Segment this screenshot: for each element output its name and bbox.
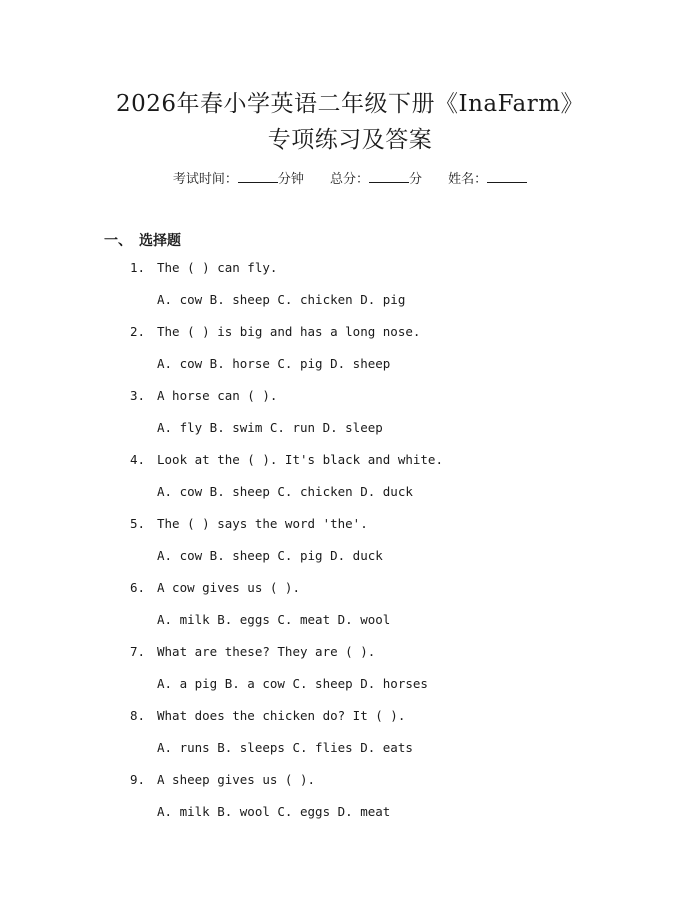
total-score-label: 总分： [329,172,369,187]
question-options: A. runs B. sleeps C. flies D. eats [157,740,413,755]
question-text: The ( ) says the word 'the'. [157,516,368,531]
question-item [0,388,700,452]
question-number: 9. [130,772,146,787]
question-text: What does the chicken do? It ( ). [157,708,406,723]
question-stem [130,772,315,787]
question-text: A horse can ( ). [157,388,278,403]
question-item [0,580,700,644]
question-stem [130,452,443,467]
question-text: A cow gives us ( ). [157,580,300,595]
page-title: 2026年春小学英语二年级下册《InaFarm》 [115,91,585,117]
question-item [0,260,700,324]
exam-time-label: 考试时间： [172,172,238,187]
question-item [0,772,700,836]
question-number: 3. [130,388,146,403]
question-number: 6. [130,580,146,595]
total-score-field [330,168,422,187]
total-score-unit: 分 [409,172,423,187]
exam-time-field [173,168,304,187]
question-options: A. a pig B. a cow C. sheep D. horses [157,676,428,691]
student-name-blank [487,170,527,183]
question-stem [130,708,405,723]
question-item [0,324,700,388]
exam-time-unit: 分钟 [277,172,304,187]
question-options: A. cow B. sheep C. pig D. duck [157,548,383,563]
question-text: Look at the ( ). It's black and white. [157,452,443,467]
student-name-field [448,168,527,187]
total-score-blank [369,170,409,183]
question-stem [130,260,277,275]
exam-time-blank [238,170,278,183]
question-item [0,516,700,580]
question-number: 5. [130,516,146,531]
section-heading [104,230,181,250]
student-name-label: 姓名： [448,172,488,187]
question-item [0,708,700,772]
question-options: A. milk B. eggs C. meat D. wool [157,612,391,627]
question-text: The ( ) is big and has a long nose. [157,324,421,339]
question-text: A sheep gives us ( ). [157,772,316,787]
question-options: A. milk B. wool C. eggs D. meat [157,804,391,819]
question-stem [130,324,420,339]
question-stem [130,644,375,659]
question-text: What are these? They are ( ). [157,644,376,659]
question-number: 2. [130,324,146,339]
question-options: A. fly B. swim C. run D. sleep [157,420,383,435]
page-subtitle: 专项练习及答案 [267,127,433,153]
question-number: 7. [130,644,146,659]
question-options: A. cow B. sheep C. chicken D. pig [157,292,406,307]
question-number: 8. [130,708,146,723]
exam-info-row [0,168,700,187]
question-stem [130,516,368,531]
question-list [0,260,700,836]
section-number: 一、 [104,233,132,249]
question-options: A. cow B. horse C. pig D. sheep [157,356,391,371]
question-number: 1. [130,260,146,275]
question-item [0,452,700,516]
question-stem [130,580,300,595]
section-title: 选择题 [139,233,181,249]
question-text: The ( ) can fly. [157,260,278,275]
question-item [0,644,700,708]
question-stem [130,388,277,403]
question-options: A. cow B. sheep C. chicken D. duck [157,484,413,499]
question-number: 4. [130,452,146,467]
